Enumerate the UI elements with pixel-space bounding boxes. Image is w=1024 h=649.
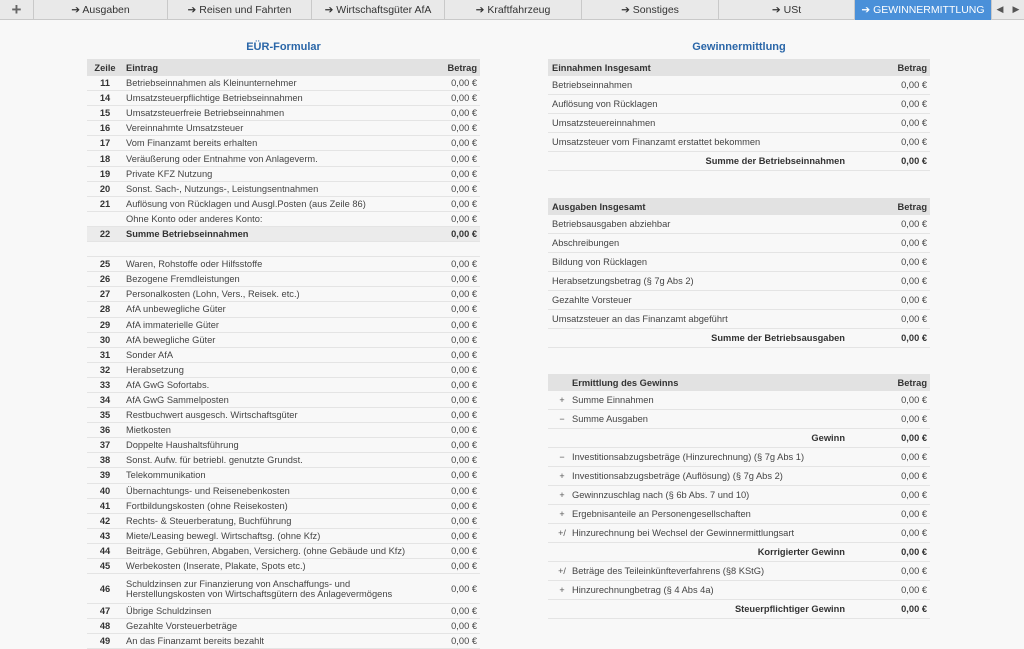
blank-row: [87, 242, 480, 257]
row-zeile: 26: [99, 274, 111, 285]
list-item: [548, 234, 930, 253]
row-zeile: 31: [99, 349, 111, 360]
table-row: [87, 514, 480, 529]
row-betrag[interactable]: 0,00 €: [451, 349, 477, 360]
row-eintrag: Sonst. Sach-, Nutzungs-, Leistungsentnahmen: [126, 183, 319, 194]
table-row: [87, 106, 480, 121]
euer-formular-title: EÜR-Formular: [246, 41, 321, 53]
row-betrag[interactable]: 0,00 €: [451, 545, 477, 556]
sum-row: [548, 543, 930, 562]
tab-reisen-und-fahrten[interactable]: ➔ Reisen und Fahrten: [168, 0, 312, 20]
item-value: 0,00 €: [901, 604, 927, 614]
sum-row: [548, 152, 930, 171]
item-label: Umsatzsteuer an das Finanzamt abgeführt: [552, 314, 728, 324]
sign-marker: +/: [558, 566, 566, 576]
row-eintrag: Vom Finanzamt bereits erhalten: [126, 138, 258, 149]
table-row: [87, 423, 480, 438]
list-item: [548, 76, 930, 95]
header-eintrag: Eintrag: [126, 62, 159, 73]
item-value[interactable]: 0,00 €: [901, 509, 927, 519]
item-value[interactable]: 0,00 €: [901, 452, 927, 462]
row-betrag[interactable]: 0,00 €: [451, 583, 477, 594]
header-betrag: Betrag: [447, 62, 477, 73]
row-zeile: 33: [99, 379, 111, 390]
row-betrag[interactable]: 0,00 €: [451, 334, 477, 345]
euer-table-header: [87, 59, 480, 76]
item-label: Auflösung von Rücklagen: [552, 99, 658, 109]
item-value[interactable]: 0,00 €: [901, 295, 927, 305]
item-value[interactable]: 0,00 €: [901, 118, 927, 128]
row-eintrag: Werbekosten (Inserate, Plakate, Spots etc.): [126, 561, 306, 572]
sign-marker: +: [559, 509, 565, 519]
scroll-right-icon[interactable]: ▶: [1012, 4, 1020, 14]
table-row: [87, 574, 480, 604]
item-label: Ergebnisanteile an Personengesellschaften: [572, 509, 751, 519]
table-row: [87, 227, 480, 242]
row-eintrag: Waren, Rohstoffe oder Hilfsstoffe: [126, 259, 263, 270]
item-label: Gewinnzuschlag nach (§ 6b Abs. 7 und 10): [572, 490, 750, 500]
row-betrag[interactable]: 0,00 €: [451, 319, 477, 330]
row-zeile: 14: [99, 93, 111, 104]
tab-scroll-controls: [992, 0, 1024, 19]
row-betrag[interactable]: 0,00 €: [451, 485, 477, 496]
einnahmen-header: [548, 59, 930, 76]
row-eintrag: Private KFZ Nutzung: [126, 168, 213, 179]
row-betrag[interactable]: 0,00 €: [451, 636, 477, 647]
row-betrag[interactable]: 0,00 €: [451, 138, 477, 149]
item-label: Hinzurechnungbetrag (§ 4 Abs 4a): [572, 585, 714, 595]
row-betrag[interactable]: 0,00 €: [451, 274, 477, 285]
sum-row: [548, 329, 930, 348]
item-label: Korrigierter Gewinn: [757, 547, 845, 557]
row-betrag[interactable]: 0,00 €: [451, 621, 477, 632]
table-row: [87, 529, 480, 544]
row-zeile: 22: [99, 228, 111, 239]
list-item: [548, 291, 930, 310]
item-value[interactable]: 0,00 €: [901, 585, 927, 595]
row-betrag[interactable]: 0,00 €: [451, 213, 477, 224]
tab-kraftfahrzeug[interactable]: ➔ Kraftfahrzeug: [445, 0, 582, 20]
row-zeile: 32: [99, 364, 111, 375]
row-eintrag: Ohne Konto oder anderes Konto:: [126, 213, 263, 224]
table-row: [87, 333, 480, 348]
row-betrag[interactable]: 0,00 €: [451, 183, 477, 194]
list-item: [548, 133, 930, 152]
add-sheet-button[interactable]: +: [0, 0, 34, 20]
row-zeile: 15: [99, 108, 111, 119]
row-betrag[interactable]: 0,00 €: [451, 123, 477, 134]
row-eintrag: Rechts- & Steuerberatung, Buchführung: [126, 515, 292, 526]
row-eintrag: Betriebseinnahmen als Kleinunternehmer: [126, 78, 297, 89]
row-zeile: 21: [99, 198, 111, 209]
einnahmen-header-betrag: Betrag: [897, 62, 927, 73]
item-value[interactable]: 0,00 €: [901, 414, 927, 424]
item-label: Herabsetzungsbetrag (§ 7g Abs 2): [552, 276, 694, 286]
row-betrag[interactable]: 0,00 €: [451, 93, 477, 104]
sign-marker: +: [559, 490, 565, 500]
sign-marker: −: [559, 414, 565, 424]
row-zeile: 34: [99, 395, 111, 406]
table-row: [87, 393, 480, 408]
row-eintrag: Fortbildungskosten (ohne Reisekosten): [126, 500, 288, 511]
row-betrag[interactable]: 0,00 €: [451, 500, 477, 511]
item-label: Beträge des Teileinkünfteverfahrens (§8 KStG): [572, 566, 765, 576]
row-zeile: 40: [99, 485, 111, 496]
item-value[interactable]: 0,00 €: [901, 257, 927, 267]
table-row: [87, 272, 480, 287]
table-row: [87, 634, 480, 649]
row-eintrag: Mietkosten: [126, 425, 171, 436]
row-betrag[interactable]: 0,00 €: [451, 455, 477, 466]
table-row: [87, 318, 480, 333]
row-zeile: 43: [99, 530, 111, 541]
row-betrag[interactable]: 0,00 €: [451, 515, 477, 526]
item-label: Summe Ausgaben: [572, 414, 648, 424]
ausgaben-header: [548, 198, 930, 215]
row-zeile: 48: [99, 621, 111, 632]
row-betrag[interactable]: 0,00 €: [451, 425, 477, 436]
row-eintrag: Restbuchwert ausgesch. Wirtschaftsgüter: [126, 410, 298, 421]
table-row: [87, 136, 480, 151]
table-row: [87, 257, 480, 272]
table-row: [87, 182, 480, 197]
row-betrag[interactable]: 0,00 €: [451, 395, 477, 406]
item-value[interactable]: 0,00 €: [901, 490, 927, 500]
table-row: [87, 212, 480, 227]
list-item: [548, 562, 930, 581]
row-zeile: 30: [99, 334, 111, 345]
row-eintrag: Herabsetzung: [126, 364, 184, 375]
table-row: [87, 363, 480, 378]
table-row: [87, 378, 480, 393]
row-zeile: 28: [99, 304, 111, 315]
list-item: [548, 581, 930, 600]
row-eintrag: Beiträge, Gebühren, Abgaben, Versicherg. (ohne Gebäude und Kfz): [126, 545, 406, 556]
table-row: [87, 167, 480, 182]
sign-marker: +: [559, 585, 565, 595]
row-betrag[interactable]: 0,00 €: [451, 168, 477, 179]
list-item: [548, 310, 930, 329]
tab-ust[interactable]: ➔ USt: [719, 0, 855, 20]
list-item: [548, 215, 930, 234]
row-eintrag: Sonder AfA: [126, 349, 174, 360]
table-row: [87, 499, 480, 514]
euer-table: [87, 59, 480, 649]
gewinn-header: [548, 374, 930, 391]
row-betrag[interactable]: 0,00 €: [451, 561, 477, 572]
row-eintrag: An das Finanzamt bereits bezahlt: [126, 636, 264, 647]
row-eintrag: Umsatzsteuerpflichtige Betriebseinnahmen: [126, 93, 303, 104]
table-row: [87, 408, 480, 423]
row-eintrag: Übrige Schuldzinsen: [126, 606, 212, 617]
item-label: Gezahlte Vorsteuer: [552, 295, 632, 305]
item-value[interactable]: 0,00 €: [901, 276, 927, 286]
table-row: [87, 438, 480, 453]
row-eintrag: Umsatzsteuerfreie Betriebseinnahmen: [126, 108, 285, 119]
tab-gewinnermittlung[interactable]: ➔ GEWINNERMITTLUNG: [855, 0, 992, 20]
list-item: [548, 505, 930, 524]
row-betrag[interactable]: 0,00 €: [451, 470, 477, 481]
row-betrag[interactable]: 0,00 €: [451, 198, 477, 209]
row-betrag[interactable]: 0,00 €: [451, 440, 477, 451]
row-zeile: 46: [99, 583, 111, 594]
ausgaben-panel: [548, 198, 930, 348]
row-zeile: 17: [99, 138, 111, 149]
table-row: [87, 76, 480, 91]
table-row: [87, 468, 480, 483]
item-value: 0,00 €: [901, 433, 927, 443]
row-zeile: 44: [99, 545, 111, 556]
list-item: [548, 114, 930, 133]
gewinn-panel: [548, 374, 930, 619]
row-betrag[interactable]: 0,00 €: [451, 606, 477, 617]
list-item: [548, 272, 930, 291]
row-zeile: 35: [99, 410, 111, 421]
row-eintrag: AfA bewegliche Güter: [126, 334, 216, 345]
item-value[interactable]: 0,00 €: [901, 395, 927, 405]
row-zeile: 25: [99, 259, 111, 270]
item-label: Investitionsabzugsbeträge (Auflösung) (§ 7g Abs 2): [572, 471, 783, 481]
item-label: Hinzurechnung bei Wechsel der Gewinnermittlungsart: [572, 528, 795, 538]
row-eintrag: Bezogene Fremdleistungen: [126, 274, 240, 285]
row-betrag[interactable]: 0,00 €: [451, 364, 477, 375]
row-zeile: 29: [99, 319, 111, 330]
row-zeile: 18: [99, 153, 111, 164]
table-row: [87, 121, 480, 136]
row-eintrag: AfA immaterielle Güter: [126, 319, 220, 330]
table-row: [87, 287, 480, 302]
item-value[interactable]: 0,00 €: [901, 80, 927, 90]
tab-wirtschaftsgueter-afa[interactable]: ➔ Wirtschaftsgüter AfA: [312, 0, 445, 20]
einnahmen-panel: [548, 59, 930, 171]
item-label: Steuerpflichtiger Gewinn: [734, 604, 845, 614]
sum-value: 0,00 €: [901, 156, 927, 166]
row-eintrag: AfA GwG Sofortabs.: [126, 379, 210, 390]
table-row: [87, 484, 480, 499]
gewinn-header-label: Ermittlung des Gewinns: [572, 377, 679, 388]
sign-marker: +/: [558, 528, 566, 538]
row-eintrag: Gezahlte Vorsteuerbeträge: [126, 621, 238, 632]
item-value[interactable]: 0,00 €: [901, 137, 927, 147]
sign-marker: +: [559, 471, 565, 481]
row-zeile: 37: [99, 440, 111, 451]
row-eintrag: AfA GwG Sammelposten: [126, 395, 229, 406]
list-item: [548, 486, 930, 505]
item-label: Betriebseinnahmen: [552, 80, 633, 90]
item-value[interactable]: 0,00 €: [901, 219, 927, 229]
row-betrag[interactable]: 0,00 €: [451, 108, 477, 119]
row-zeile: 47: [99, 606, 111, 617]
row-betrag[interactable]: 0,00 €: [451, 289, 477, 300]
list-item: [548, 391, 930, 410]
row-eintrag: Telekommunikation: [126, 470, 206, 481]
row-eintrag: Vereinnahmte Umsatzsteuer: [126, 123, 244, 134]
row-zeile: 27: [99, 289, 111, 300]
row-betrag[interactable]: 0,00 €: [451, 304, 477, 315]
row-zeile: 49: [99, 636, 111, 647]
table-row: [87, 91, 480, 106]
row-eintrag: Sonst. Aufw. für betriebl. genutzte Grundst.: [126, 455, 303, 466]
table-row: [87, 544, 480, 559]
table-row: [87, 453, 480, 468]
item-label: Summe Einnahmen: [572, 395, 654, 405]
gewinn-header-betrag: Betrag: [897, 377, 927, 388]
sign-marker: +: [559, 395, 565, 405]
tab-sonstiges[interactable]: ➔ Sonstiges: [582, 0, 719, 20]
row-betrag[interactable]: 0,00 €: [451, 153, 477, 164]
list-item: [548, 95, 930, 114]
table-row: [87, 604, 480, 619]
item-value[interactable]: 0,00 €: [901, 99, 927, 109]
row-eintrag: Doppelte Haushaltsführung: [126, 440, 239, 451]
table-row: [87, 197, 480, 212]
sum-row: [548, 429, 930, 448]
row-eintrag: Miete/Leasing bewegl. Wirtschaftsg. (ohne Kfz): [126, 530, 321, 541]
tab-ausgaben[interactable]: ➔ Ausgaben: [34, 0, 168, 20]
list-item: [548, 524, 930, 543]
row-zeile: 20: [99, 183, 111, 194]
ausgaben-header-label: Ausgaben Insgesamt: [552, 201, 646, 212]
row-eintrag: AfA unbewegliche Güter: [126, 304, 226, 315]
row-betrag[interactable]: 0,00 €: [451, 530, 477, 541]
item-value[interactable]: 0,00 €: [901, 471, 927, 481]
table-row: [87, 151, 480, 166]
item-value[interactable]: 0,00 €: [901, 314, 927, 324]
item-value: 0,00 €: [901, 547, 927, 557]
table-row: [87, 348, 480, 363]
header-zeile: Zeile: [94, 62, 116, 73]
sheet-tab-bar: [0, 0, 1024, 20]
item-label: Betriebsausgaben abziehbar: [552, 219, 671, 229]
item-label: Abschreibungen: [552, 238, 620, 248]
row-eintrag: Summe Betriebseinnahmen: [126, 228, 249, 239]
row-eintrag: Veräußerung oder Entnahme von Anlageverm.: [126, 153, 318, 164]
row-eintrag: Übernachtungs- und Reisenebenkosten: [126, 485, 290, 496]
sum-value: 0,00 €: [901, 333, 927, 343]
einnahmen-header-label: Einnahmen Insgesamt: [552, 62, 651, 73]
item-value[interactable]: 0,00 €: [901, 238, 927, 248]
item-label: Umsatzsteuer vom Finanzamt erstattet bekommen: [552, 137, 761, 147]
list-item: [548, 253, 930, 272]
row-zeile: 19: [99, 168, 111, 179]
row-eintrag: Personalkosten (Lohn, Vers., Reisek. etc.): [126, 289, 300, 300]
list-item: [548, 467, 930, 486]
table-row: [87, 619, 480, 634]
row-zeile: 36: [99, 425, 111, 436]
list-item: [548, 410, 930, 429]
row-zeile: 11: [100, 78, 110, 89]
row-betrag[interactable]: 0,00 €: [451, 228, 477, 239]
table-row: [87, 559, 480, 574]
sign-marker: −: [559, 452, 565, 462]
row-zeile: 38: [99, 455, 111, 466]
sum-row: [548, 600, 930, 619]
sum-label: Summe der Betriebsausgaben: [711, 333, 845, 343]
row-eintrag: Auflösung von Rücklagen und Ausgl.Posten (aus Zeile 86): [126, 198, 366, 209]
row-zeile: 42: [99, 515, 111, 526]
row-betrag[interactable]: 0,00 €: [451, 410, 477, 421]
item-value[interactable]: 0,00 €: [901, 528, 927, 538]
row-zeile: 16: [99, 123, 111, 134]
sum-label: Summe der Betriebseinnahmen: [705, 156, 845, 166]
table-row: [87, 302, 480, 317]
row-eintrag: Schuldzinsen zur Finanzierung von Anschaffungs- und Herstellungskosten von Wirtschaftsgütern des Anlagevermögens: [126, 578, 393, 599]
ausgaben-header-betrag: Betrag: [897, 201, 927, 212]
scroll-left-icon[interactable]: ◀: [996, 4, 1004, 14]
item-label: Gewinn: [811, 433, 845, 443]
row-betrag[interactable]: 0,00 €: [451, 259, 477, 270]
gewinnermittlung-title: Gewinnermittlung: [692, 41, 786, 53]
item-label: Bildung von Rücklagen: [552, 257, 648, 267]
item-value[interactable]: 0,00 €: [901, 566, 927, 576]
row-betrag[interactable]: 0,00 €: [451, 379, 477, 390]
row-zeile: 45: [99, 561, 111, 572]
row-zeile: 39: [99, 470, 111, 481]
row-betrag[interactable]: 0,00 €: [451, 78, 477, 89]
row-zeile: 41: [99, 500, 111, 511]
item-label: Umsatzsteuereinnahmen: [552, 118, 656, 128]
list-item: [548, 448, 930, 467]
item-label: Investitionsabzugsbeträge (Hinzurechnung) (§ 7g Abs 1): [572, 452, 805, 462]
